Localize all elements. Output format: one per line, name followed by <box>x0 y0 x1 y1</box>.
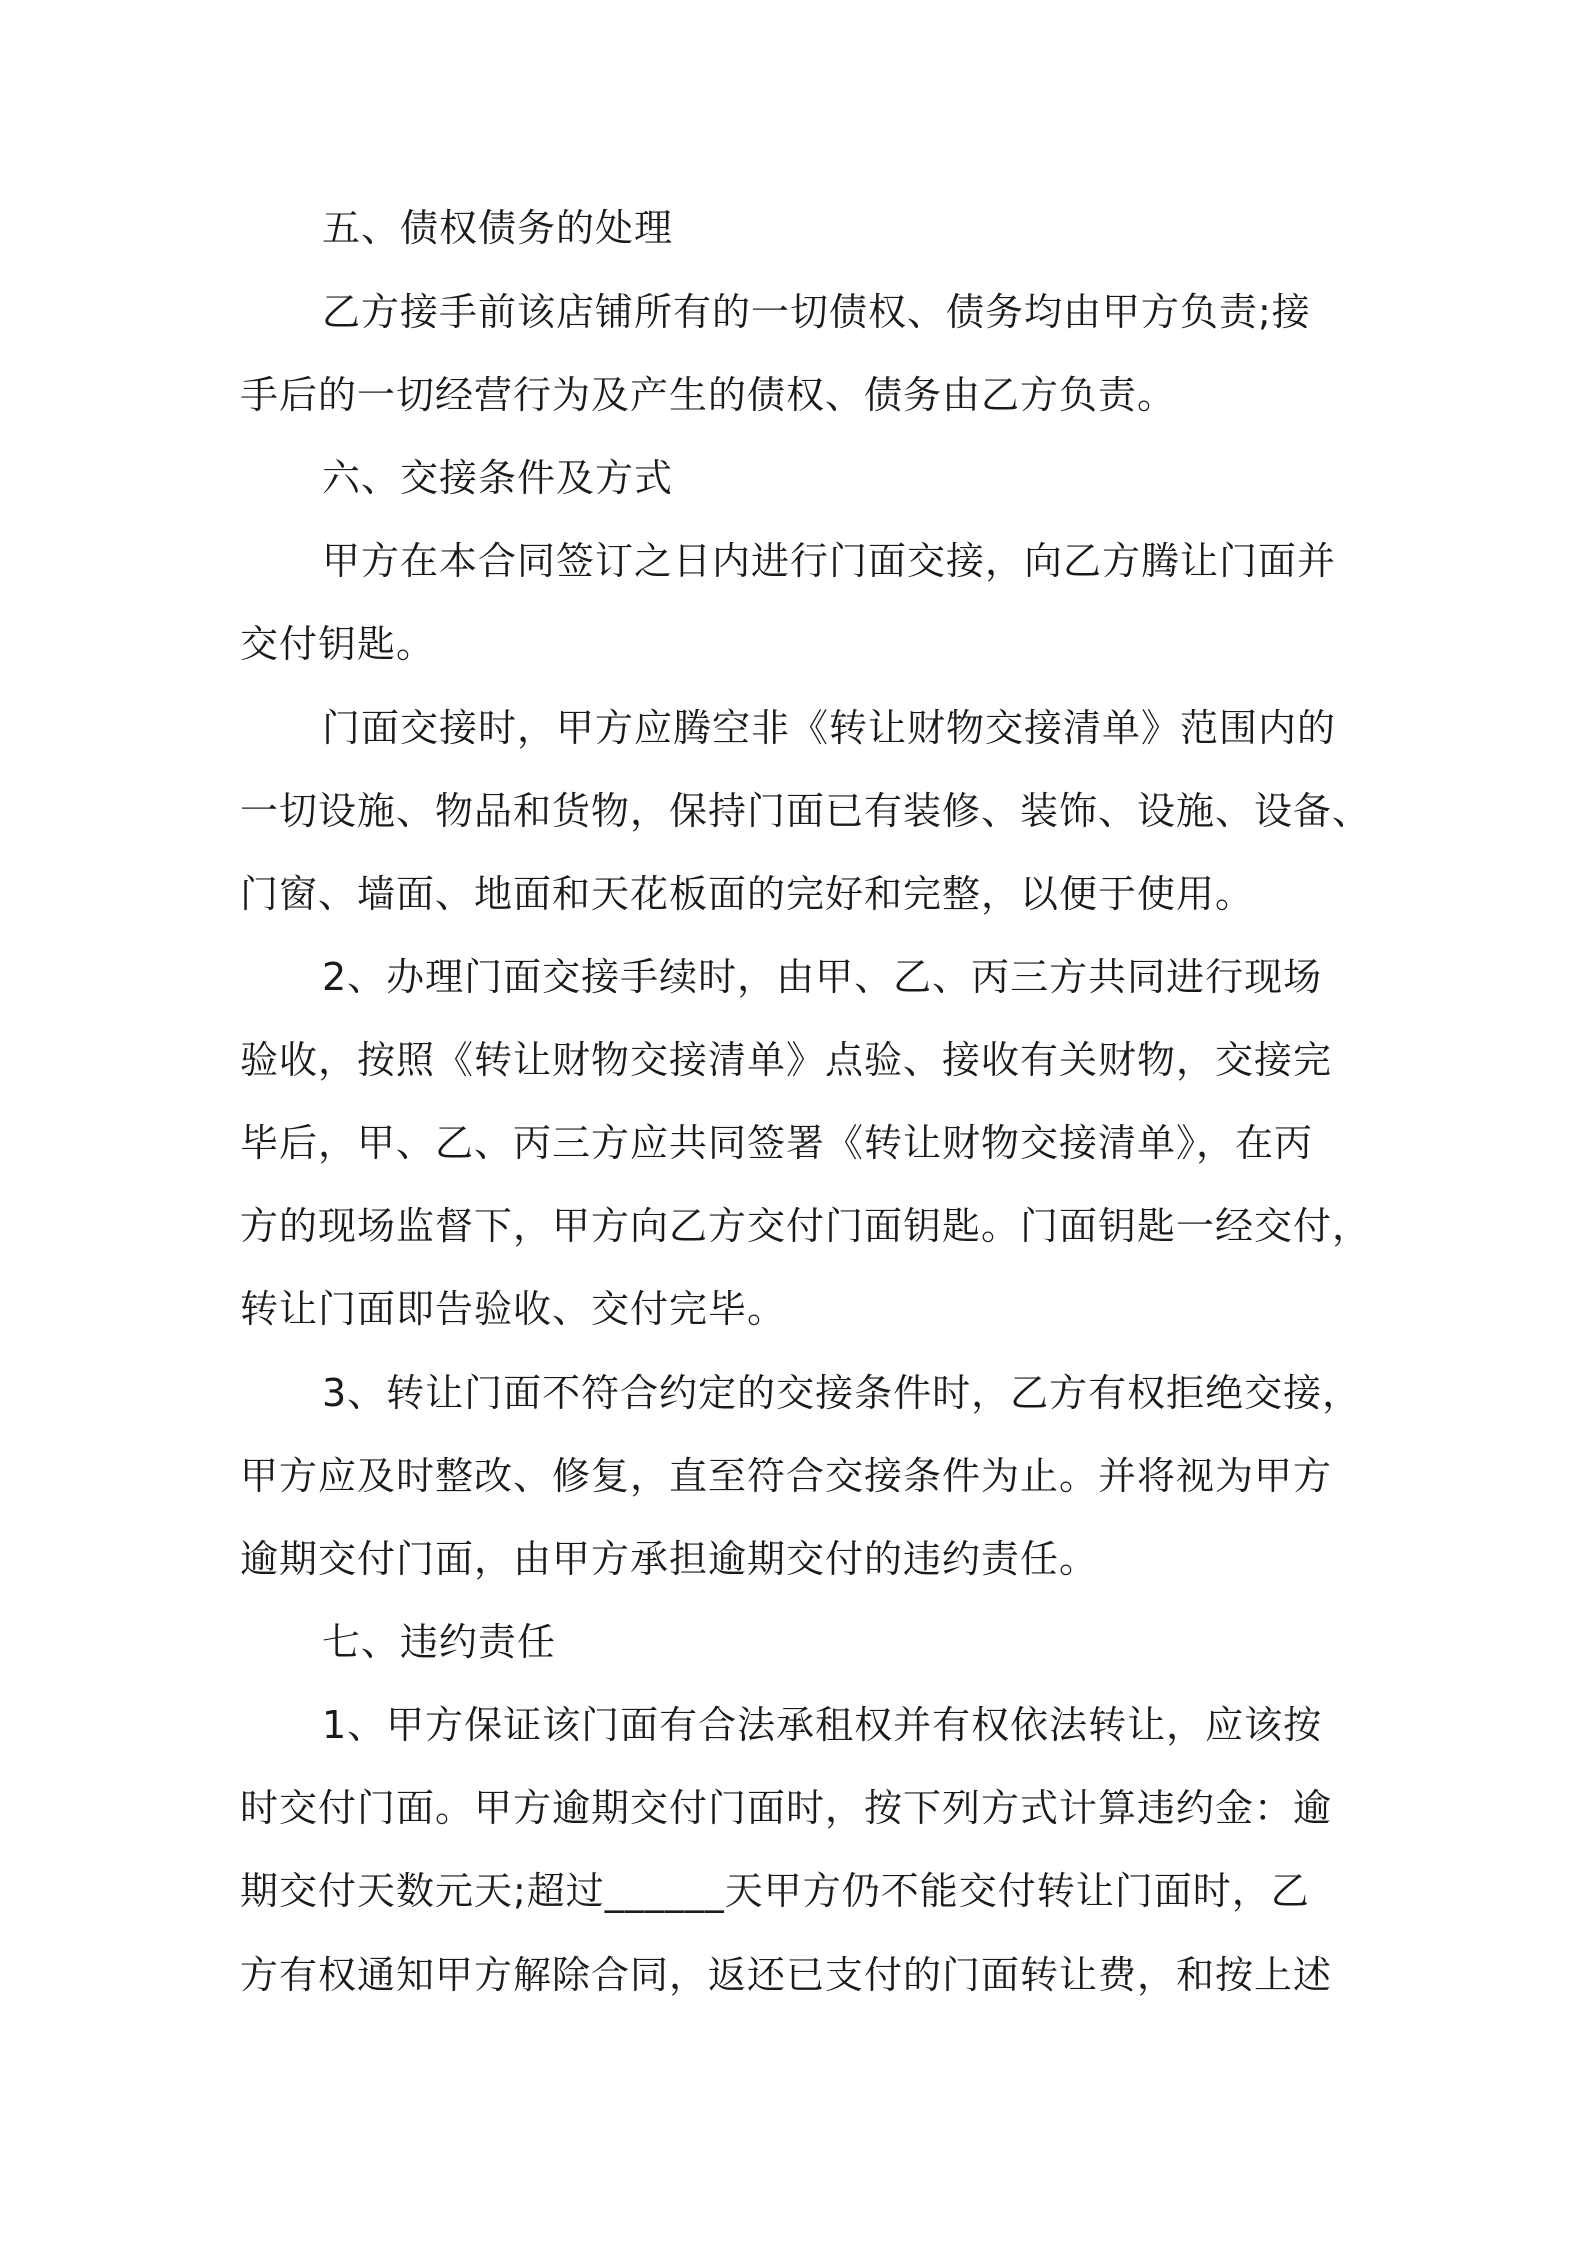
section-heading-7: 七、违约责任 <box>322 1620 557 1664</box>
paragraph-line: 时交付门面。甲方逾期交付门面时，按下列方式计算违约金：逾 <box>240 1786 1333 1830</box>
paragraph-line: 1、甲方保证该门面有合法承租权并有权依法转让，应该按 <box>322 1703 1323 1747</box>
paragraph-line: 交付钥匙。 <box>240 622 436 666</box>
paragraph-line: 一切设施、物品和货物，保持门面已有装修、装饰、设施、设备、 <box>240 789 1372 833</box>
paragraph-line: 验收，按照《转让财物交接清单》点验、接收有关财物，交接完 <box>240 1038 1333 1082</box>
paragraph-line: 门窗、墙面、地面和天花板面的完好和完整，以便于使用。 <box>240 872 1255 916</box>
paragraph-line: 门面交接时，甲方应腾空非《转让财物交接清单》范围内的 <box>322 706 1337 750</box>
paragraph-line: 期交付天数元天;超过______天甲方仍不能交付转让门面时，乙 <box>240 1869 1310 1913</box>
paragraph-line: 甲方应及时整改、修复，直至符合交接条件为止。并将视为甲方 <box>240 1454 1333 1498</box>
paragraph-line: 方的现场监督下，甲方向乙方交付门面钥匙。门面钥匙一经交付， <box>240 1204 1372 1248</box>
paragraph-line: 转让门面即告验收、交付完毕。 <box>240 1287 787 1331</box>
paragraph-line: 乙方接手前该店铺所有的一切债权、债务均由甲方负责;接 <box>322 290 1311 334</box>
paragraph-line: 手后的一切经营行为及产生的债权、债务由乙方负责。 <box>240 373 1177 417</box>
paragraph-line: 逾期交付门面，由甲方承担逾期交付的违约责任。 <box>240 1537 1099 1581</box>
section-heading-5: 五、债权债务的处理 <box>322 206 674 250</box>
paragraph-line: 方有权通知甲方解除合同，返还已支付的门面转让费，和按上述 <box>240 1953 1333 1997</box>
paragraph-line: 3、转让门面不符合约定的交接条件时，乙方有权拒绝交接， <box>322 1371 1362 1415</box>
section-heading-6: 六、交接条件及方式 <box>322 456 674 500</box>
paragraph-line: 2、办理门面交接手续时，由甲、乙、丙三方共同进行现场 <box>322 955 1323 999</box>
paragraph-line: 毕后，甲、乙、丙三方应共同签署《转让财物交接清单》，在丙 <box>240 1121 1314 1165</box>
paragraph-line: 甲方在本合同签订之日内进行门面交接，向乙方腾让门面并 <box>322 539 1337 583</box>
